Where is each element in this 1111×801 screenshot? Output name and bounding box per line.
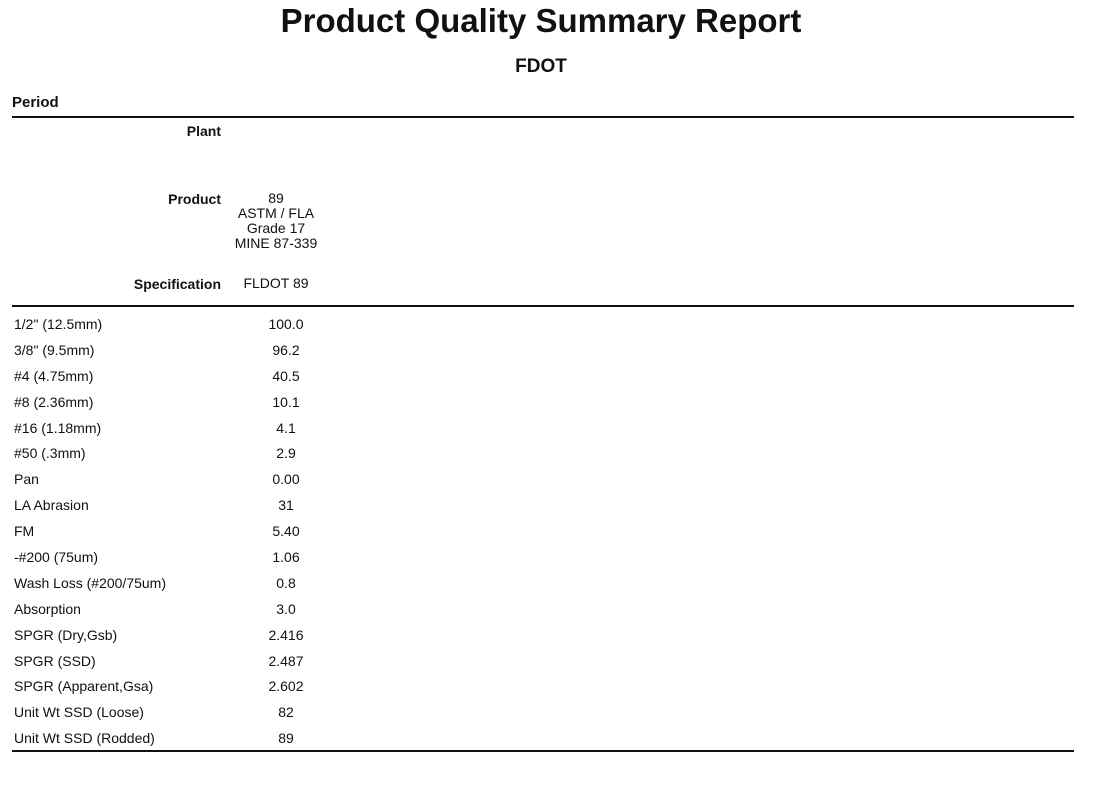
row-value: 3.0	[276, 600, 296, 617]
table-row	[14, 337, 414, 363]
period-label: Period	[12, 94, 59, 111]
table-bottom-divider	[12, 750, 1074, 752]
row-label: -#200 (75um)	[14, 548, 99, 565]
table-row	[14, 492, 414, 518]
table-row	[14, 673, 414, 699]
row-value: 31	[278, 497, 294, 514]
specification-value: FLDOT 89	[243, 275, 309, 291]
row-value: 0.8	[276, 574, 296, 591]
table-row	[14, 699, 414, 725]
table-row	[14, 648, 414, 674]
table-row	[14, 466, 414, 492]
table-top-divider	[12, 305, 1074, 307]
row-value: 0.00	[272, 471, 300, 488]
table-row	[14, 363, 414, 389]
plant-label: Plant	[186, 123, 221, 139]
specification-label: Specification	[133, 276, 221, 292]
row-label: SPGR (Dry,Gsb)	[14, 626, 118, 643]
row-label: SPGR (Apparent,Gsa)	[14, 678, 154, 695]
product-label: Product	[168, 191, 221, 207]
report-title: Product Quality Summary Report	[280, 2, 802, 39]
header-divider	[12, 116, 1074, 118]
row-value: 4.1	[276, 419, 296, 436]
row-label: Wash Loss (#200/75um)	[14, 574, 166, 591]
product-line: 89	[268, 190, 284, 206]
row-label: FM	[14, 523, 35, 540]
row-value: 40.5	[272, 367, 300, 384]
product-line: ASTM / FLA	[237, 205, 315, 221]
table-row	[14, 389, 414, 415]
table-row	[14, 440, 414, 466]
report-subtitle: FDOT	[515, 56, 567, 77]
row-label: LA Abrasion	[14, 497, 89, 514]
row-value: 100.0	[268, 315, 304, 332]
row-value: 2.487	[268, 652, 304, 669]
row-label: #8 (2.36mm)	[14, 393, 94, 410]
table-row	[14, 570, 414, 596]
table-row	[14, 311, 414, 337]
row-value: 82	[278, 704, 294, 721]
row-value: 1.06	[272, 548, 300, 565]
table-row	[14, 544, 414, 570]
row-value: 2.416	[268, 626, 304, 643]
row-label: SPGR (SSD)	[14, 652, 96, 669]
product-line: MINE 87-339	[234, 235, 318, 251]
table-row	[14, 596, 414, 622]
table-row	[14, 622, 414, 648]
row-value: 2.602	[268, 678, 304, 695]
row-label: #4 (4.75mm)	[14, 367, 94, 384]
results-table	[14, 311, 414, 751]
row-label: #50 (.3mm)	[14, 445, 86, 462]
row-label: Pan	[14, 471, 39, 488]
row-value: 96.2	[272, 341, 300, 358]
table-row	[14, 518, 414, 544]
row-label: #16 (1.18mm)	[14, 419, 102, 436]
product-values	[226, 191, 326, 251]
row-label: 3/8" (9.5mm)	[14, 341, 95, 358]
row-label: Unit Wt SSD (Rodded)	[14, 730, 155, 747]
table-row	[14, 415, 414, 441]
row-label: 1/2" (12.5mm)	[14, 315, 103, 332]
table-row	[14, 725, 414, 751]
row-label: Absorption	[14, 600, 81, 617]
product-line: Grade 17	[246, 220, 306, 236]
row-label: Unit Wt SSD (Loose)	[14, 704, 144, 721]
row-value: 10.1	[272, 393, 300, 410]
row-value: 5.40	[272, 523, 300, 540]
row-value: 2.9	[276, 445, 296, 462]
row-value: 89	[278, 730, 294, 747]
